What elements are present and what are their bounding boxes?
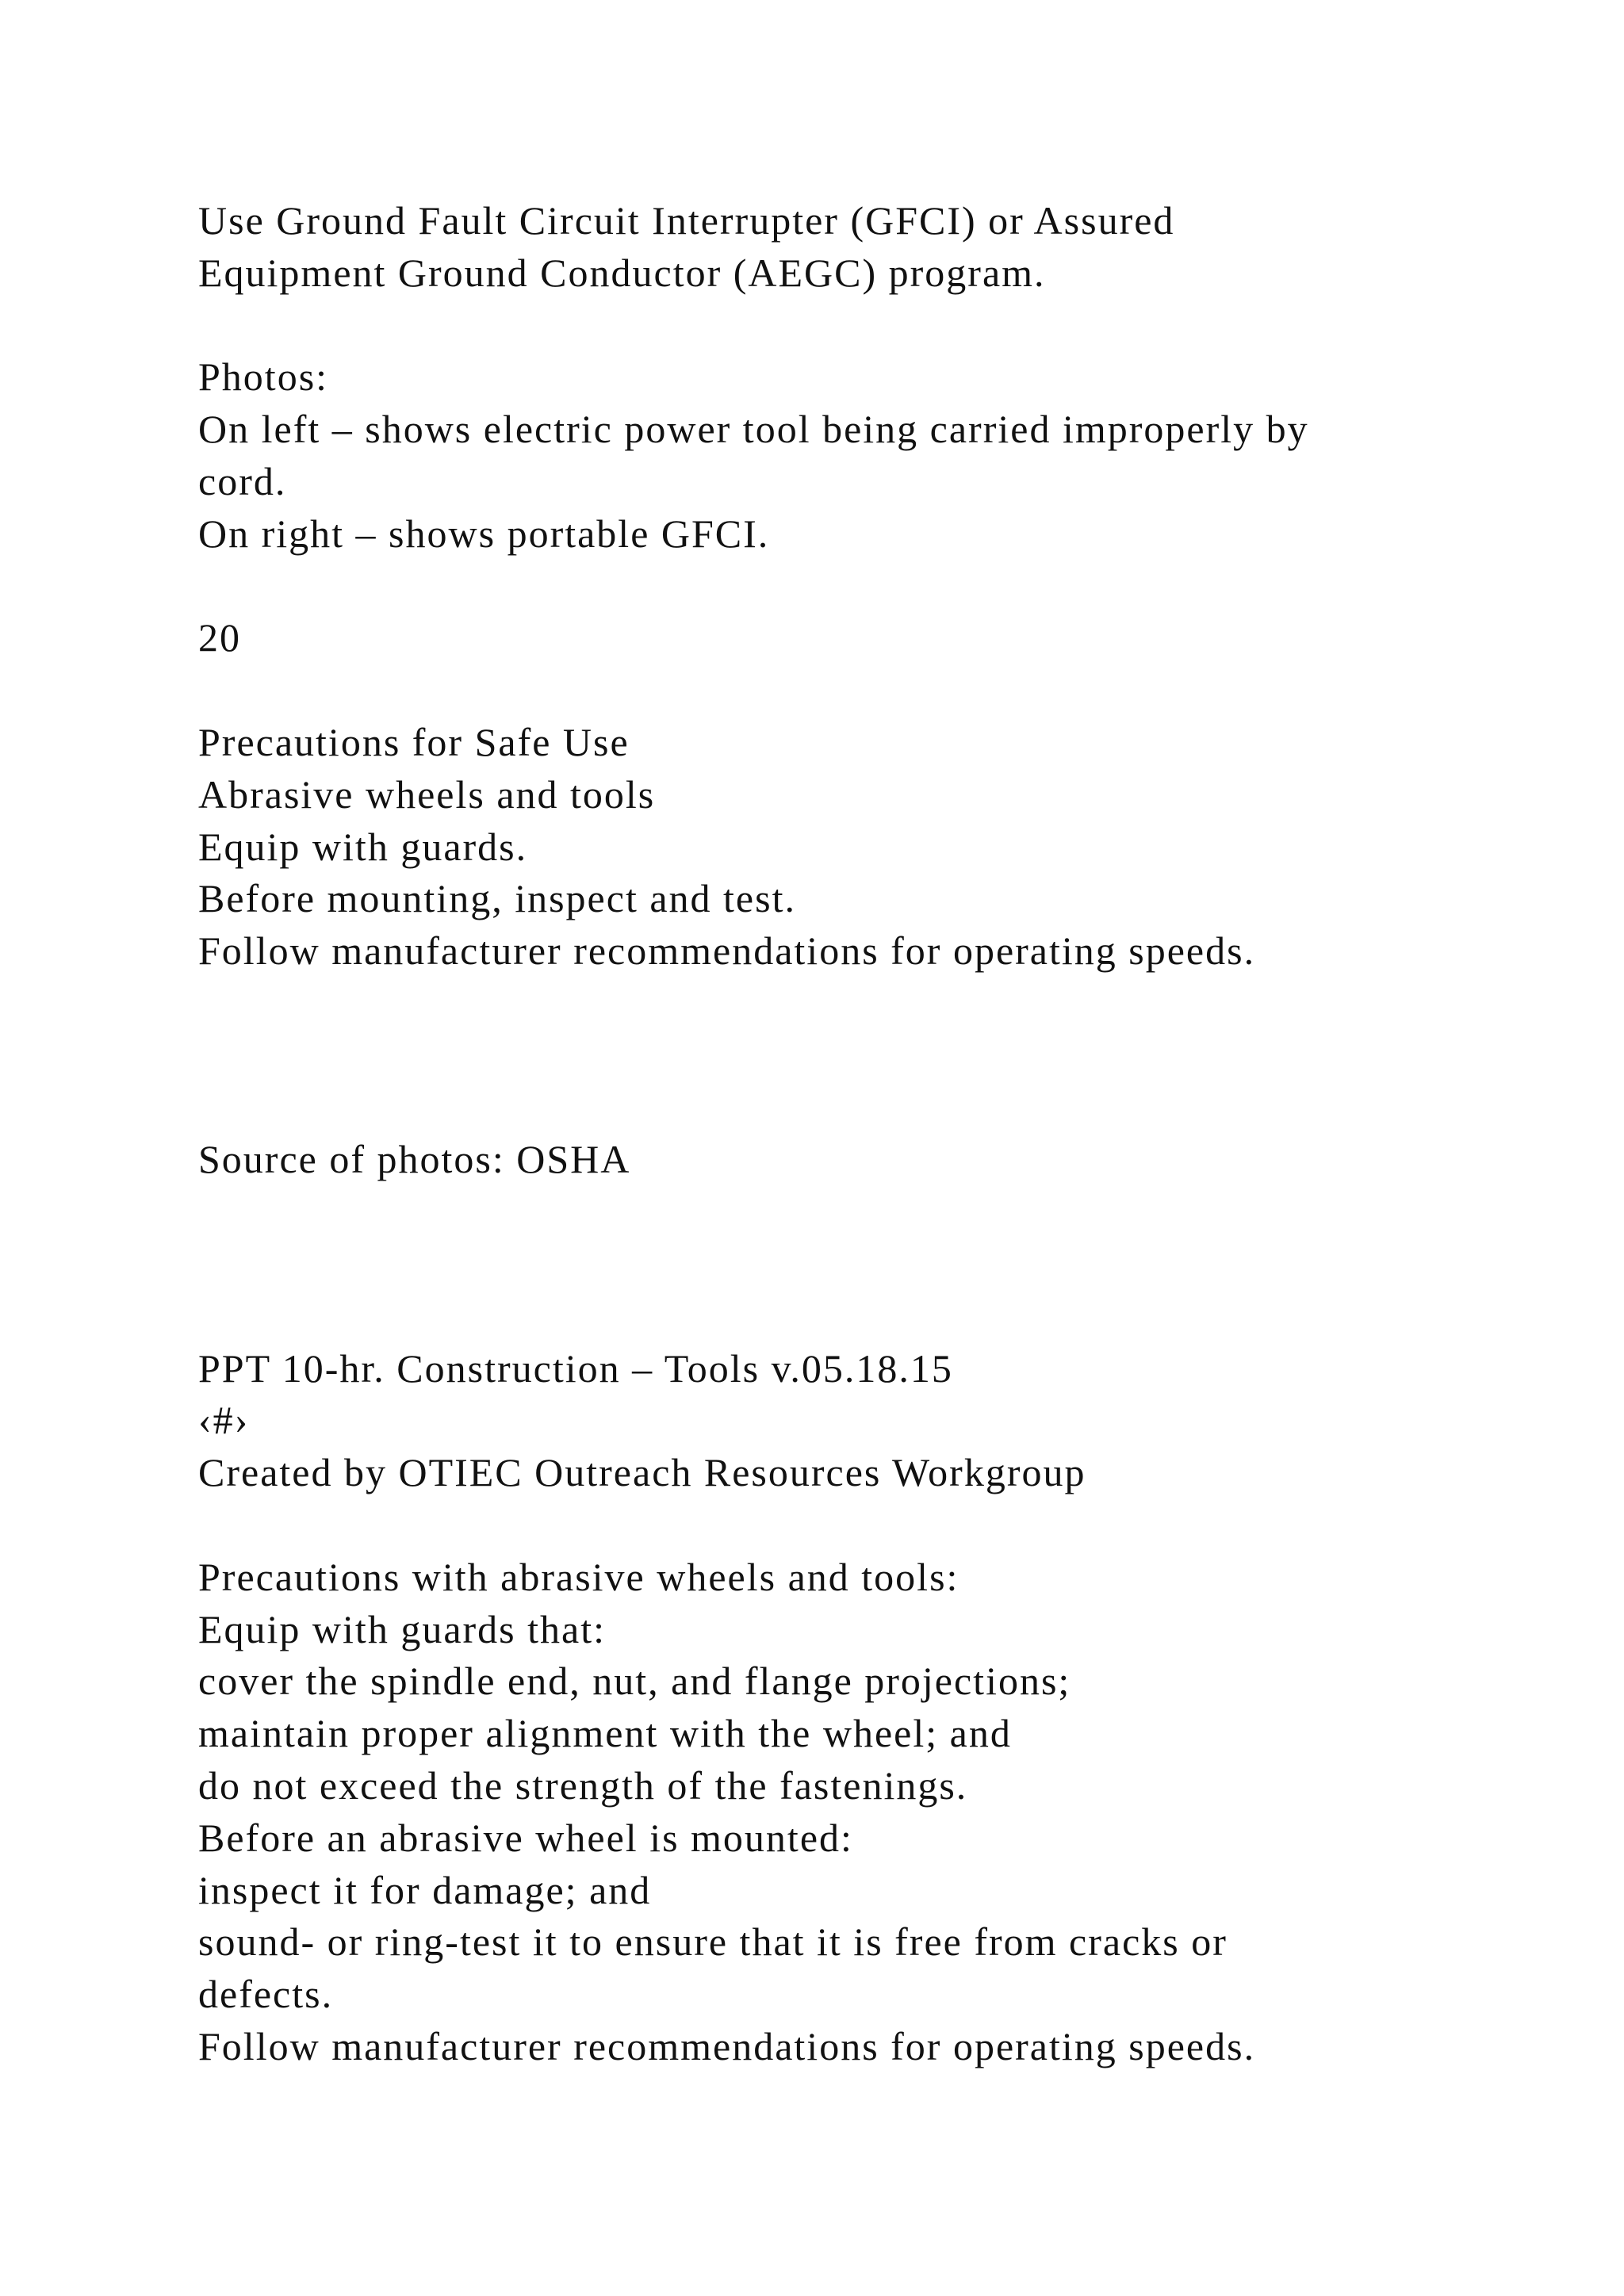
text-line: Photos: — [198, 354, 329, 400]
blank-line — [198, 561, 1546, 613]
text-line: Precautions with abrasive wheels and tools: — [198, 1554, 959, 1599]
blank-line — [198, 300, 1546, 352]
text-line: inspect it for damage; and — [198, 1867, 652, 1912]
blank-line — [198, 978, 1546, 1030]
blank-line — [198, 1499, 1546, 1552]
text-line: On left – shows electric power tool being carried improperly by — [198, 407, 1309, 452]
text-line: Equipment Ground Conductor (AEGC) program. — [198, 250, 1046, 295]
slide-number: 20 — [198, 615, 241, 660]
text-line: Before mounting, inspect and test. — [198, 876, 796, 921]
footer-version: PPT 10-hr. Construction – Tools v.05.18.15 — [198, 1345, 953, 1391]
text-line: Before an abrasive wheel is mounted: — [198, 1815, 853, 1860]
text-line: maintain proper alignment with the wheel; and — [198, 1711, 1012, 1756]
photo-source: Source of photos: OSHA — [198, 1137, 631, 1182]
blank-line — [198, 664, 1546, 717]
text-line: On right – shows portable GFCI. — [198, 511, 770, 556]
text-line: Follow manufacturer recommendations for operating speeds. — [198, 2023, 1256, 2068]
text-line: Follow manufacturer recommendations for operating speeds. — [198, 928, 1256, 974]
text-line: cover the spindle end, nut, and flange projections; — [198, 1659, 1071, 1704]
blank-line — [198, 1030, 1546, 1082]
text-line: do not exceed the strength of the fastenings. — [198, 1762, 968, 1808]
blank-line — [198, 1082, 1546, 1135]
blank-line — [198, 1186, 1546, 1238]
blank-line — [198, 1238, 1546, 1291]
footer-page-placeholder: ‹#› — [198, 1398, 250, 1443]
text-line: Equip with guards. — [198, 824, 528, 869]
document-text — [198, 195, 1546, 2073]
text-line: sound- or ring-test it to ensure that it is free from cracks or — [198, 1919, 1228, 1965]
text-line: cord. — [198, 458, 287, 503]
blank-line — [198, 1291, 1546, 1343]
text-line: Abrasive wheels and tools — [198, 771, 656, 817]
slide-title: Precautions for Safe Use — [198, 719, 630, 764]
text-line: defects. — [198, 1972, 334, 2017]
footer-credit: Created by OTIEC Outreach Resources Workgroup — [198, 1450, 1086, 1495]
text-line: Use Ground Fault Circuit Interrupter (GFCI) or Assured — [198, 198, 1175, 243]
text-line: Equip with guards that: — [198, 1606, 606, 1651]
